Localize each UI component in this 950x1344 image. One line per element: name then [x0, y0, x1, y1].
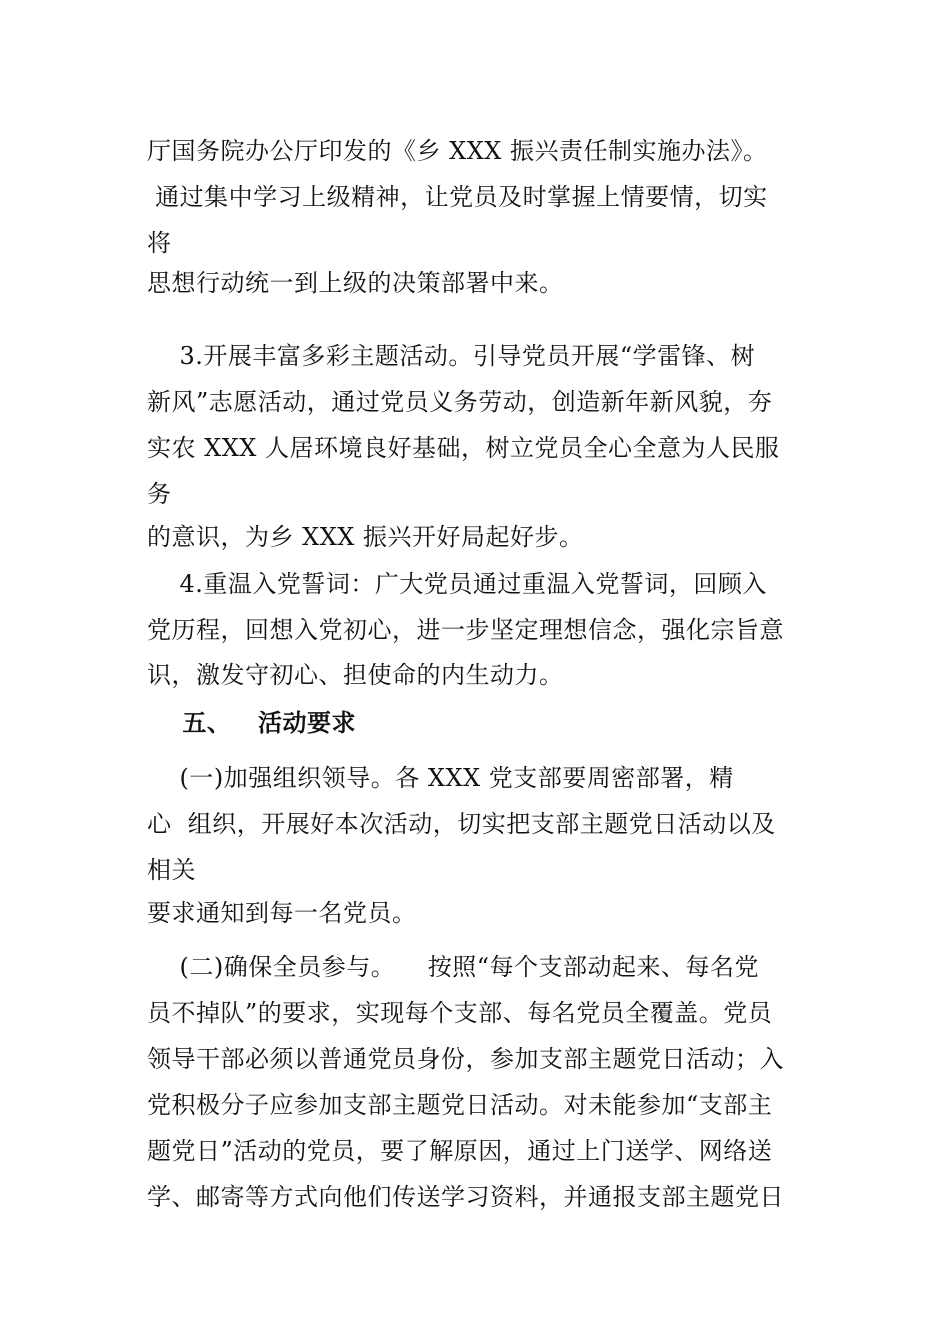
text-line: 的意识，为乡 XXX 振兴开好局起好步。	[147, 523, 584, 551]
text-line: 3.开展丰富多彩主题活动。引导党员开展“学雷锋、树	[147, 342, 756, 370]
section-heading: 五、 活动要求	[147, 709, 356, 737]
text-line: 相关	[147, 856, 196, 884]
text-line: 通过集中学习上级精神，让党员及时掌握上情要情，切实	[147, 183, 768, 211]
text-line: 将	[147, 229, 172, 257]
text-line: 学、邮寄等方式向他们传送学习资料，并通报支部主题党日	[147, 1183, 784, 1211]
text-line: 4.重温入党誓词：广大党员通过重温入党誓词，回顾入	[147, 570, 767, 598]
text-line: 识，激发守初心、担使命的内生动力。	[147, 661, 564, 689]
text-line: 题党日”活动的党员，要了解原因，通过上门送学、网络送	[147, 1137, 773, 1165]
text-line: (一)加强组织领导。各 XXX 党支部要周密部署，精	[147, 764, 734, 792]
text-line: 新风”志愿活动，通过党员义务劳动，创造新年新风貌，夯	[147, 388, 773, 416]
text-line: 厅国务院办公厅印发的《乡 XXX 振兴责任制实施办法》。	[147, 137, 768, 165]
text-line: (二)确保全员参与。 按照“每个支部动起来、每名党	[147, 953, 760, 981]
text-line: 党积极分子应参加支部主题党日活动。对未能参加“支部主	[147, 1091, 773, 1119]
text-line: 员不掉队”的要求，实现每个支部、每名党员全覆盖。党员	[147, 999, 773, 1027]
text-line: 要求通知到每一名党员。	[147, 899, 417, 927]
text-line: 心 组织，开展好本次活动，切实把支部主题党日活动以及	[147, 810, 776, 838]
text-line: 务	[147, 480, 172, 508]
text-line: 领导干部必须以普通党员身份，参加支部主题党日活动；入	[147, 1045, 784, 1073]
text-line: 思想行动统一到上级的决策部署中来。	[147, 269, 564, 297]
text-line: 实农 XXX 人居环境良好基础，树立党员全心全意为人民服	[147, 434, 780, 462]
text-line: 党历程，回想入党初心，进一步坚定理想信念，强化宗旨意	[147, 616, 784, 644]
